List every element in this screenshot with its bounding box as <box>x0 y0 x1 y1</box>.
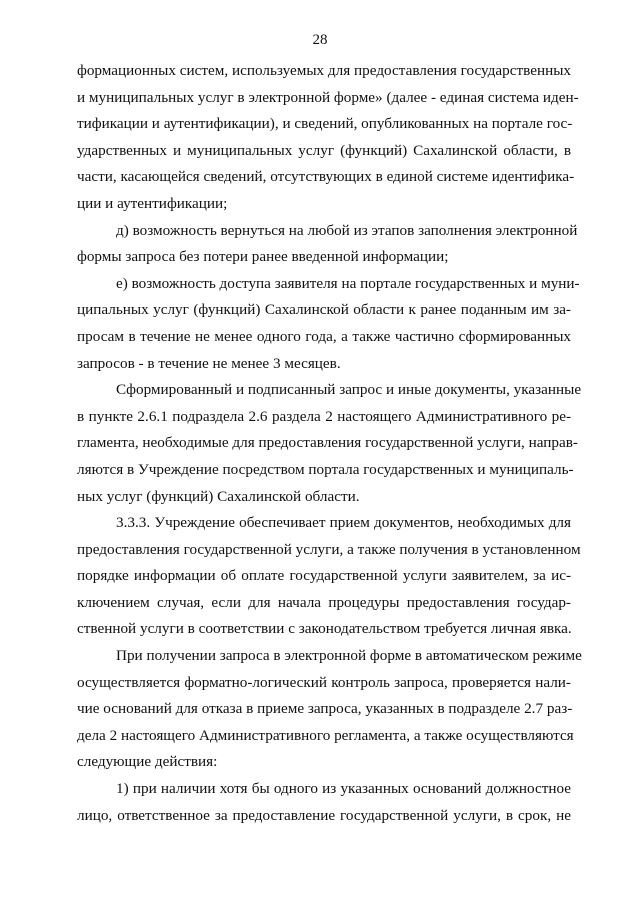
text-line: гламента, необходимые для предоставления государственной услуги, направ- <box>77 434 578 452</box>
text-line: 1) при наличии хотя бы одного из указанных оснований должностное <box>116 780 571 798</box>
text-line: ных услуг (функций) Сахалинской области. <box>77 487 360 505</box>
text-line: ции и аутентификации; <box>77 194 228 212</box>
text-line: запросов - в течение не менее 3 месяцев. <box>77 354 341 372</box>
text-line: ственной услуги в соответствии с законодательством требуется личная явка. <box>77 620 572 638</box>
text-line: чие оснований для отказа в приеме запроса, указанных в подразделе 2.7 раз- <box>77 700 573 718</box>
text-line: д) возможность вернуться на любой из этапов заполнения электронной <box>116 221 578 239</box>
text-line: е) возможность доступа заявителя на портале государственных и муни- <box>116 274 580 292</box>
text-line: ударственных и муниципальных услуг (функций) Сахалинской области, в <box>77 141 571 159</box>
text-line: осуществляется форматно-логический контроль запроса, проверяется нали- <box>77 673 571 691</box>
paragraph-item-1 <box>77 776 571 829</box>
text-line: ципальных услуг (функций) Сахалинской области к ранее поданным им за- <box>77 301 571 319</box>
text-line: ключением случая, если для начала процедуры предоставления государ- <box>77 593 571 611</box>
text-line: 3.3.3. Учреждение обеспечивает прием документов, необходимых для <box>116 514 571 532</box>
text-line: При получении запроса в электронной форме в автоматическом режиме <box>116 647 582 665</box>
paragraph-item-e <box>77 271 580 377</box>
paragraph-request-submission <box>77 377 582 510</box>
text-line: дела 2 настоящего Административного регламента, а также осуществляются <box>77 726 574 744</box>
text-line: в пункте 2.6.1 подраздела 2.6 раздела 2 настоящего Административного ре- <box>77 407 571 425</box>
paragraph-electronic-request <box>77 643 582 776</box>
text-line: просам в течение не менее одного года, а также частично сформированных <box>77 327 571 345</box>
text-line: следующие действия: <box>77 753 218 771</box>
text-line: предоставления государственной услуги, а также получения в установленном <box>77 540 581 558</box>
text-line: тификации и аутентификации), и сведений, опубликованных на портале гос- <box>77 115 573 133</box>
text-line: и муниципальных услуг в электронной форме» (далее - единая система иден- <box>77 88 579 106</box>
text-line: ляются в Учреждение посредством портала государственных и муниципаль- <box>77 460 574 478</box>
paragraph-3-3-3 <box>77 510 581 643</box>
page-number: 28 <box>312 32 328 48</box>
text-line: части, касающейся сведений, отсутствующих в единой системе идентифика- <box>77 168 575 186</box>
text-line: формы запроса без потери ранее введенной информации; <box>77 248 449 266</box>
text-line: формационных систем, используемых для предоставления государственных <box>77 62 571 79</box>
text-line: лицо, ответственное за предоставление государственной услуги, в срок, не <box>77 806 571 824</box>
paragraph-continuation <box>77 58 579 218</box>
text-line: Сформированный и подписанный запрос и иные документы, указанные <box>116 381 582 399</box>
document-body <box>77 58 582 829</box>
paragraph-item-d <box>77 218 578 271</box>
text-line: порядке информации об оплате государственной услуги заявителем, за ис- <box>77 567 571 585</box>
